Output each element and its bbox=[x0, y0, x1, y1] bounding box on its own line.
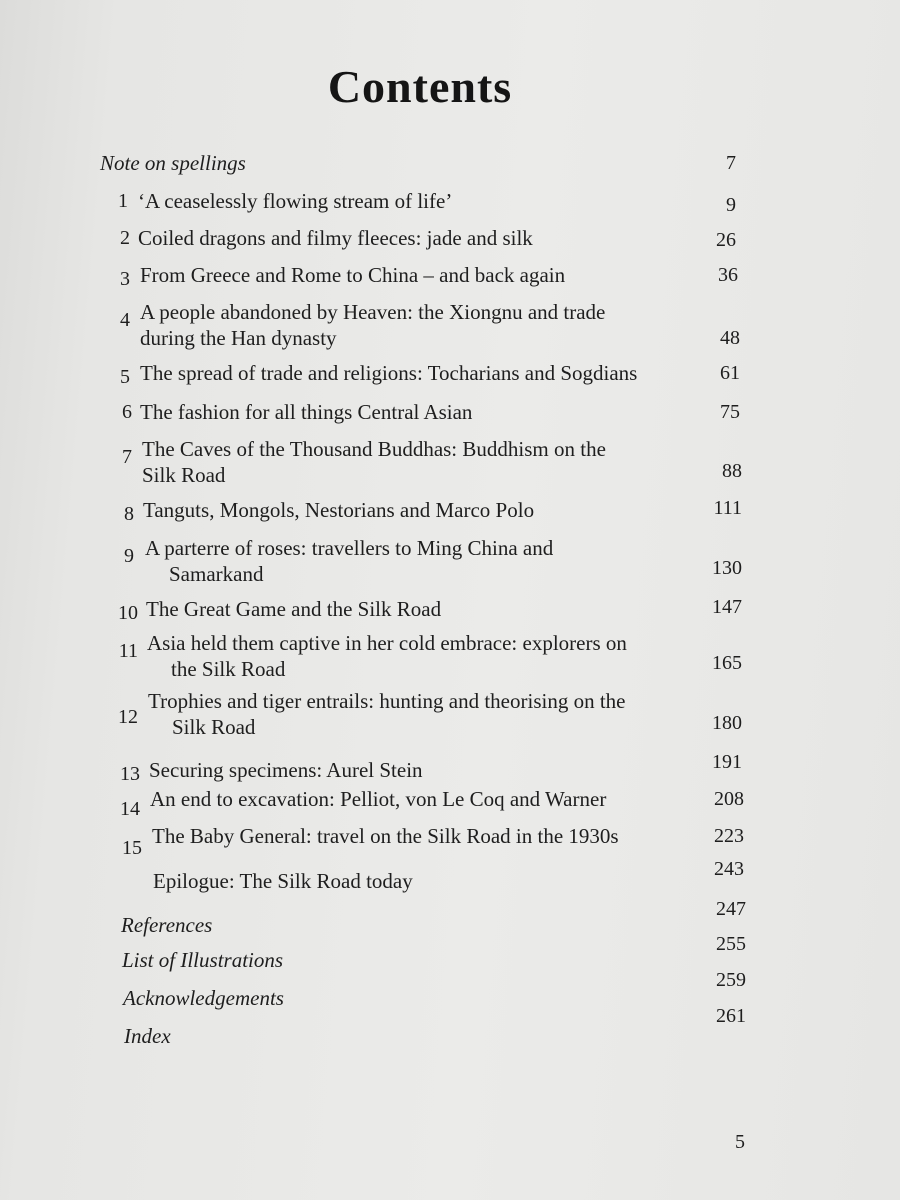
chapter-number: 3 bbox=[120, 268, 130, 290]
toc-entry-page: 9 bbox=[726, 194, 736, 216]
toc-entry bbox=[0, 299, 900, 355]
chapter-number: 15 bbox=[122, 837, 142, 859]
toc-entry-page: 243 bbox=[714, 858, 744, 880]
toc-entry-title bbox=[142, 436, 606, 488]
toc-entry-page: 61 bbox=[720, 362, 740, 384]
chapter-number: 9 bbox=[124, 545, 134, 567]
toc-entry-page: 75 bbox=[720, 401, 740, 423]
toc-entry-title: Securing specimens: Aurel Stein bbox=[149, 758, 423, 782]
toc-entry bbox=[0, 630, 900, 686]
toc-entry-title: List of Illustrations bbox=[122, 948, 284, 972]
toc-entry-page: 111 bbox=[713, 497, 742, 519]
toc-entry-title: An end to excavation: Pelliot, von Le Coq and Warner bbox=[150, 787, 607, 811]
toc-entry bbox=[0, 751, 900, 787]
toc-entry-title: Note on spellings bbox=[100, 151, 246, 175]
toc-entry-title bbox=[140, 299, 605, 351]
toc-entry-page: 36 bbox=[718, 264, 738, 286]
toc-entry-title: Index bbox=[124, 1024, 171, 1048]
toc-entry-title: Epilogue: The Silk Road today bbox=[153, 869, 413, 893]
toc-entry-title: The fashion for all things Central Asian bbox=[140, 400, 473, 424]
toc-entry-title-line1: The Caves of the Thousand Buddhas: Buddhism on the bbox=[142, 437, 606, 461]
toc-entry bbox=[0, 898, 900, 942]
toc-entry-title: The Baby General: travel on the Silk Road in the 1930s bbox=[152, 824, 619, 848]
chapter-number: 5 bbox=[120, 366, 130, 388]
toc-entry-title-line1: Asia held them captive in her cold embrace: explorers on bbox=[147, 631, 627, 655]
page-title: Contents bbox=[327, 61, 513, 112]
page-number: 5 bbox=[735, 1131, 745, 1153]
toc-entry-title bbox=[145, 535, 553, 587]
toc-entry bbox=[0, 497, 900, 527]
chapter-number: 1 bbox=[118, 190, 128, 212]
toc-entry bbox=[0, 188, 900, 218]
chapter-number: 12 bbox=[118, 706, 138, 728]
toc-entry-page: 223 bbox=[714, 825, 744, 847]
toc-entry-title-line2: during the Han dynasty bbox=[140, 326, 337, 350]
chapter-number: 13 bbox=[120, 763, 140, 785]
toc-entry-page: 165 bbox=[712, 652, 742, 674]
toc-entry-title-line2: Silk Road bbox=[172, 715, 256, 739]
toc-entry bbox=[0, 436, 900, 492]
toc-entry-title bbox=[148, 688, 626, 740]
toc-entry bbox=[0, 786, 900, 820]
toc-entry bbox=[0, 360, 900, 390]
toc-entry bbox=[0, 150, 900, 180]
toc-entry-page: 147 bbox=[712, 596, 742, 618]
toc-entry bbox=[0, 225, 900, 255]
toc-entry-page: 26 bbox=[716, 229, 736, 251]
toc-entry-page: 88 bbox=[722, 460, 742, 482]
chapter-number: 7 bbox=[122, 446, 132, 468]
toc-entry bbox=[0, 535, 900, 591]
chapter-number: 8 bbox=[124, 503, 134, 525]
toc-entry-title-line1: A parterre of roses: travellers to Ming China and bbox=[145, 536, 554, 560]
toc-entry-title-line2: Silk Road bbox=[142, 463, 226, 487]
toc-entry-page: 180 bbox=[712, 712, 742, 734]
toc-entry-title: References bbox=[121, 913, 213, 937]
chapter-number: 6 bbox=[122, 401, 132, 423]
toc-entry-page: 48 bbox=[720, 327, 740, 349]
toc-entry-title: ‘A ceaselessly flowing stream of life’ bbox=[138, 189, 453, 213]
toc-entry-title-line2: the Silk Road bbox=[171, 657, 286, 681]
toc-entry-page: 247 bbox=[716, 898, 746, 920]
toc-entry-page: 255 bbox=[716, 933, 746, 955]
toc-entry bbox=[0, 933, 900, 977]
toc-entry-page: 261 bbox=[716, 1005, 746, 1027]
toc-entry-title: Acknowledgements bbox=[123, 986, 284, 1010]
toc-entry-page: 208 bbox=[714, 788, 744, 810]
chapter-number: 11 bbox=[118, 640, 138, 662]
toc-entry-title: Tanguts, Mongols, Nestorians and Marco Polo bbox=[143, 498, 535, 522]
toc-entry-page: 259 bbox=[716, 969, 746, 991]
toc-entry-page: 130 bbox=[712, 557, 742, 579]
toc-entry-title: The spread of trade and religions: Tocharians and Sogdians bbox=[140, 361, 638, 385]
toc-entry-title-line1: Trophies and tiger entrails: hunting and theorising on the bbox=[148, 689, 626, 713]
toc-entry-page: 191 bbox=[712, 751, 742, 773]
chapter-number: 10 bbox=[118, 602, 138, 624]
toc-entry-title-line1: A people abandoned by Heaven: the Xiongnu and trade bbox=[140, 300, 606, 324]
toc-entry bbox=[0, 1005, 900, 1053]
toc-entry-title: From Greece and Rome to China – and back again bbox=[140, 263, 566, 287]
toc-entry-title: Coiled dragons and filmy fleeces: jade and silk bbox=[138, 226, 533, 250]
toc-entry-title: The Great Game and the Silk Road bbox=[146, 597, 442, 621]
toc-entry bbox=[0, 399, 900, 429]
chapter-number: 14 bbox=[120, 798, 140, 820]
toc-entry bbox=[0, 262, 900, 292]
toc-entry-page: 7 bbox=[726, 152, 736, 174]
chapter-number: 2 bbox=[120, 227, 130, 249]
toc-entry bbox=[0, 823, 900, 859]
toc-entry bbox=[0, 858, 900, 898]
toc-entry bbox=[0, 596, 900, 626]
toc-entry bbox=[0, 969, 900, 1015]
toc-entry bbox=[0, 688, 900, 744]
chapter-number: 4 bbox=[120, 309, 130, 331]
toc-entry-title-line2: Samarkand bbox=[169, 562, 264, 586]
toc-entry-title bbox=[147, 630, 627, 682]
